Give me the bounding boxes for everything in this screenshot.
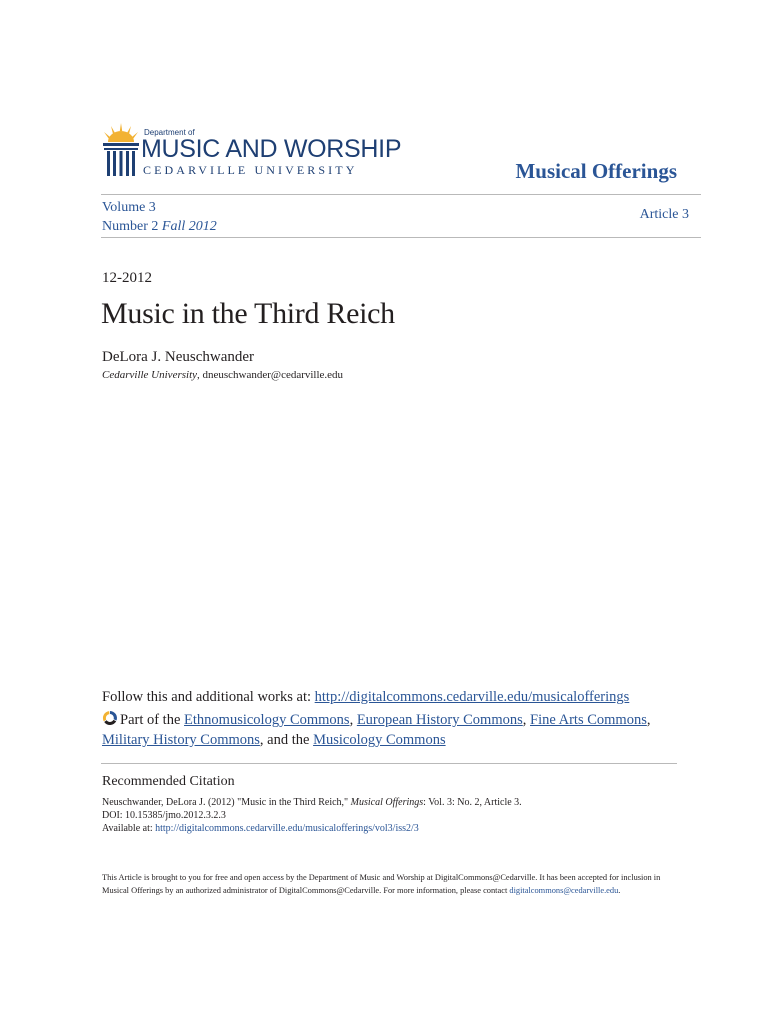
available-label: Available at:	[102, 823, 156, 834]
citation-text: Neuschwander, DeLora J. (2012) "Music in the Third Reich,"	[102, 797, 351, 808]
commons-and-the: , and the	[259, 732, 314, 748]
issue-link[interactable]	[102, 217, 217, 236]
commons-link-musicology[interactable]: Musicology Commons	[313, 732, 446, 748]
citation-available	[102, 822, 702, 835]
notice-text: This Article is brought to you for free and open access by the Department of Music and Worship at DigitalCommons@Cedarville. It has been accepted for inclusion in Musical Offerings by an authorized administrator of DigitalCommons@Cedarville. For more information, please contact	[102, 873, 661, 895]
citation-url-link[interactable]: http://digitalcommons.cedarville.edu/musicalofferings/vol3/iss2/3	[155, 823, 419, 834]
header-bottom-rule	[101, 237, 701, 238]
follow-url-link[interactable]: http://digitalcommons.cedarville.edu/musicalofferings	[314, 689, 630, 705]
commons-link-ethnomusicology[interactable]: Ethnomusicology Commons	[184, 712, 350, 728]
sunrise-columns-icon	[101, 122, 141, 186]
part-of-commons	[102, 710, 662, 750]
paper-title: Music in the Third Reich	[101, 297, 395, 330]
author-name: DeLora J. Neuschwander	[102, 349, 255, 365]
journal-title[interactable]: Musical Offerings	[515, 159, 677, 183]
access-notice	[102, 871, 682, 897]
affiliation-name: Cedarville University	[102, 369, 198, 381]
number-label: Number 2	[102, 219, 159, 234]
logo-main-line: MUSIC AND WORSHIP	[141, 135, 402, 163]
notice-end: .	[618, 886, 621, 895]
publication-date: 12-2012	[102, 270, 152, 286]
citation-rule	[101, 763, 677, 764]
citation-volume: : Vol. 3: No. 2, Article 3.	[423, 797, 522, 808]
author-email: , dneuschwander@cedarville.edu	[197, 369, 344, 381]
department-logo	[101, 122, 402, 186]
commons-separator: ,	[646, 712, 651, 728]
recommended-citation-heading: Recommended Citation	[102, 774, 235, 789]
logo-department-line: Department of	[144, 128, 195, 137]
article-link[interactable]: Article 3	[639, 207, 689, 222]
citation-line	[102, 796, 702, 809]
commons-link-european-history[interactable]: European History Commons	[356, 712, 523, 728]
part-of-prefix: Part of the	[120, 712, 185, 728]
commons-separator: ,	[349, 712, 357, 728]
commons-link-fine-arts[interactable]: Fine Arts Commons	[530, 712, 647, 728]
citation-journal: Musical Offerings	[350, 797, 424, 808]
logo-university-line: CEDARVILLE UNIVERSITY	[143, 163, 358, 177]
season-label: Fall 2012	[161, 219, 217, 234]
header-top-rule	[101, 194, 701, 195]
commons-network-icon	[102, 710, 118, 726]
commons-link-military-history[interactable]: Military History Commons	[102, 732, 260, 748]
volume-link[interactable]: Volume 3	[102, 200, 156, 215]
commons-separator: ,	[522, 712, 531, 728]
author-affiliation	[102, 369, 343, 381]
volume-info	[102, 198, 217, 236]
citation-block	[102, 796, 702, 835]
contact-email-link[interactable]: digitalcommons@cedarville.edu	[509, 886, 619, 895]
follow-line	[102, 689, 629, 706]
citation-doi: DOI: 10.15385/jmo.2012.3.2.3	[102, 810, 226, 821]
follow-label: Follow this and additional works at:	[102, 689, 315, 705]
